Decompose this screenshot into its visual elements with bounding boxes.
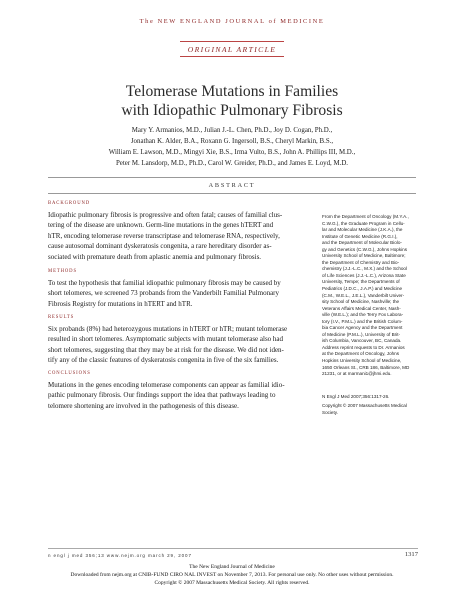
text-line: Idiopathic pulmonary fibrosis is progressive and often fatal; causes of familial clus- [48,211,283,219]
text-line: telomere shortening are involved in the pathogenesis of this disease. [48,401,239,410]
affiliation-line: University, Tempe; the Departments of [322,279,400,285]
affiliation-line: Veterans Affairs Medical Center, Nash- [322,305,401,311]
text-line: Mutations in the genes encoding telomerase components can appear as familial idio- [48,381,285,389]
abstract-rule-top [48,177,416,178]
text-line: pathic pulmonary fibrosis. Our findings support the idea that pathways leading to [48,391,276,400]
author-line: William E. Lawson, M.D., Mingyi Xie, B.S., Irma Vulto, B.S., John A. Phillips III, M.D., [108,148,356,156]
text-line: resulted in short telomeres. Asymptomatic subjects with mutant telomerase also had [48,335,284,344]
affiliation-line: ville (W.E.L.); and the Terry Fox Labora- [322,312,404,318]
footer-rule [48,548,418,549]
affiliation-line: Hopkins University School of Medicine, [322,358,402,364]
affiliation-line: ish Columbia, Vancouver, BC, Canada. [322,338,402,344]
text-line: tering of the disease are unknown. Germ-line mutations in the genes hTERT and [48,221,274,230]
affiliation-line: of Life Sciences (J.J.-L.C.), Arizona State [322,272,406,278]
results-heading: RESULTS [48,315,75,320]
text-line: Fibrosis Registry for mutations in hTERT and hTR. [48,299,193,308]
affiliation-line: bia Cancer Agency and the Department [322,325,403,331]
affiliation-line: and the Department of Molecular Biolo- [322,240,402,246]
author-line: Peter M. Lansdorp, M.D., Ph.D., Carol W. Greider, Ph.D., and James E. Loyd, M.D. [115,159,349,167]
affiliation-line: 1650 Orleans St., CRB 186, Baltimore, MD [322,364,410,370]
affiliation-line: 21231, or at marmani1@jhmi.edu. [322,371,392,377]
section-rule-top [180,41,284,42]
methods-text [48,278,314,309]
article-title [40,82,424,120]
affiliation-line: University School of Medicine, Baltimore; [322,253,406,259]
download-notice: Downloaded from nejm.org at CNIB-FUND CIRO NAL INVEST on November 7, 2013. For personal use only. No other uses without permission. [70,572,394,578]
affiliation-line: C.W.G.), the Graduate Program in Cellu- [322,220,405,226]
conclusions-text [48,380,314,411]
affiliation-line: at the Department of Oncology, Johns [322,351,400,357]
affiliation-line: lar and Molecular Medicine (J.K.A.), the [322,227,403,233]
author-line: Mary Y. Armanios, M.D., Julian J.-L. Chen, Ph.D., Joy D. Cogan, Ph.D., [131,127,333,134]
methods-heading: METHODS [48,269,77,274]
text-line: short telomeres, we screened 73 probands from the Vanderbilt Familial Pulmonary [48,289,280,298]
download-journal-name: The New England Journal of Medicine [189,564,275,570]
download-copyright: Copyright © 2007 Massachusetts Medical Society. All rights reserved. [154,580,310,586]
copyright-note: Copyright © 2007 Massachusetts Medical Society. [322,403,407,415]
abstract-heading: ABSTRACT [208,182,256,189]
text-line: short telomeres, suggesting that they may be at risk for the disease. We did not iden- [48,345,284,354]
background-text [48,210,314,262]
affiliation-line: chemistry (J.J.-L.C., M.X.) and the School [322,266,408,272]
background-heading: BACKGROUND [48,201,91,206]
abstract-rule-bottom [48,193,416,194]
affiliation-line: Institute of Genetic Medicine (R.G.I.), [322,233,398,239]
article-type-label: ORIGINAL ARTICLE [187,45,277,54]
text-line: cause autosomal dominant dyskeratosis congenita, a rare hereditary disorder as- [48,242,272,251]
affiliation-line: Address reprint requests to Dr. Armanios [322,344,405,350]
results-text [48,324,314,366]
journal-masthead: The NEW ENGLAND JOURNAL of MEDICINE [139,18,325,25]
text-line: To test the hypothesis that familial idiopathic pulmonary fibrosis may be caused by [48,279,281,287]
affiliation-line: gy and Genetics (C.W.G.), Johns Hopkins [322,246,408,252]
text-line: tify any of the classic features of dyskeratosis congenita in five of the six families. [48,356,279,365]
text-line: sociated with premature death from aplastic anemia and pulmonary fibrosis. [48,252,262,261]
author-list [52,126,412,170]
page-number: 1317 [404,551,418,558]
title-line-2: with Idiopathic Pulmonary Fibrosis [121,102,343,119]
conclusions-heading: CONCLUSIONS [48,371,91,376]
affiliation-line: the Department of Chemistry and Bio- [322,259,400,265]
citation: N Engl J Med 2007;356:1317-26. [322,394,390,399]
text-line: hTR, encoding telomerase reverse transcriptase and telomerase RNA, respectively, [48,231,280,240]
affiliation-line: of Medicine (P.M.L.), University of Brit- [322,331,401,337]
affiliation-line: (C.M., W.E.L., J.E.L.), Vanderbilt Univer- [322,292,405,298]
affiliation-line: sity School of Medicine, Nashville; the [322,299,400,305]
text-line: Six probands (8%) had heterozygous mutations in hTERT or hTR; mutant telomerase [48,325,288,333]
author-line: Jonathan K. Alder, B.A., Roxann G. Ingersoll, B.S., Cheryl Markin, B.S., [130,137,334,145]
section-rule-bottom [180,56,284,57]
affiliation-line: Pediatrics (J.D.C., J.A.P.) and Medicine [322,286,403,292]
affiliation-line: tory (I.V., P.M.L.) and the British Colum- [322,318,403,324]
affiliations-sidebar [322,214,418,378]
footer-journal-info: n engl j med 356;13 www.nejm.org march 29, 2007 [48,553,192,558]
title-line-1: Telomerase Mutations in Families [125,83,339,100]
affiliation-line: From the Department of Oncology (M.Y.A., [322,214,409,219]
